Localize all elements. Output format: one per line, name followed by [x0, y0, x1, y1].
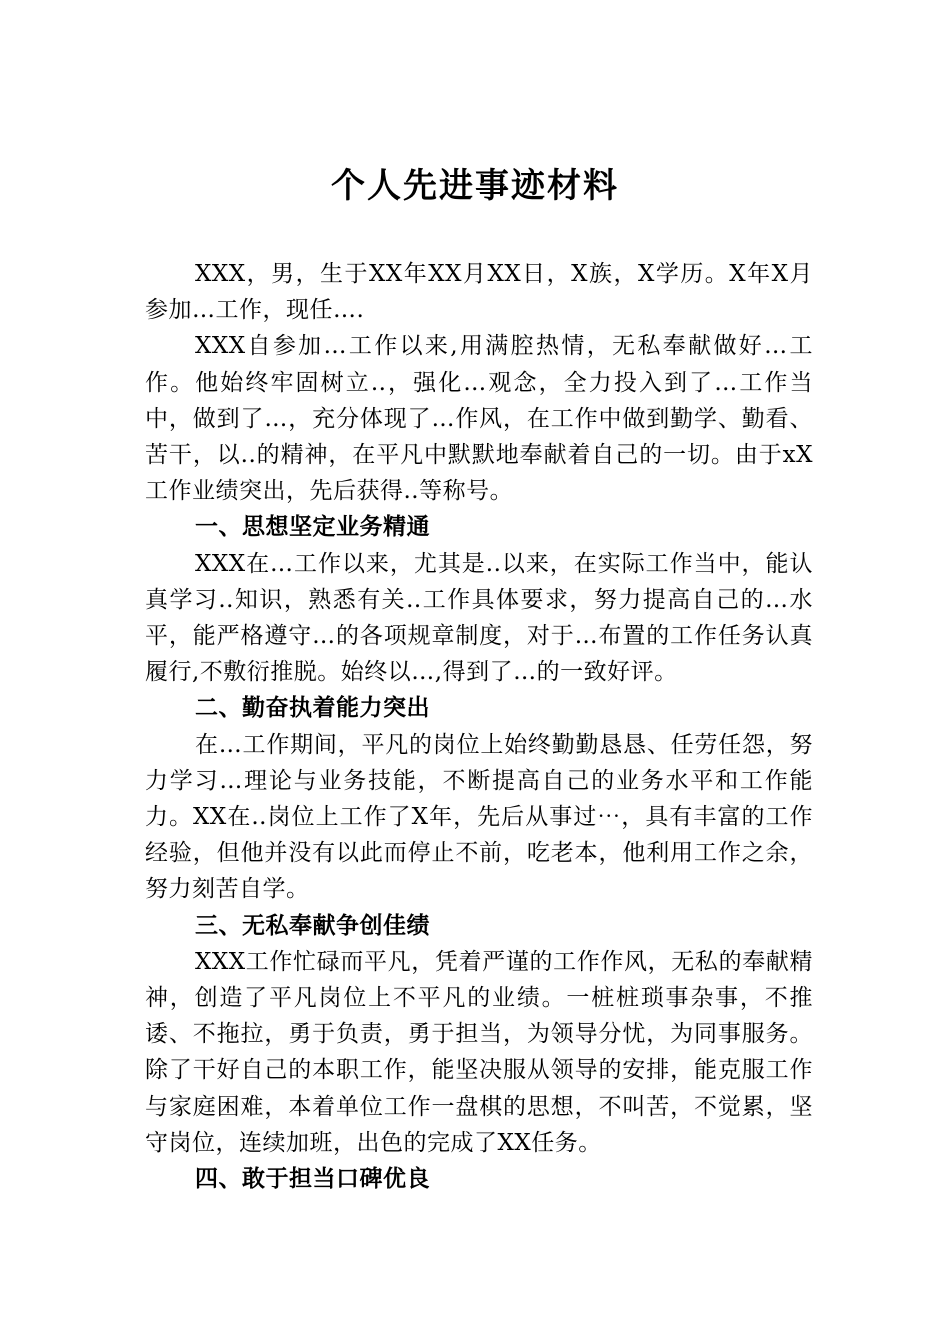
section-paragraph-1: XXX在…工作以来，尤其是..以来，在实际工作当中，能认真学习..知识，熟悉有关..工作具体要求，努力提高自己的…水平，能严格遵守…的各项规章制度，对于…布置的工作任务认真履行,不敷衍推脱。始终以…,得到了…的一致好评。	[145, 550, 813, 686]
section-heading-1: 一、思想坚定业务精通	[195, 514, 430, 541]
document-body	[145, 256, 813, 1197]
intro-paragraph-2: XXX自参加…工作以来,用满腔热情，无私奉献做好…工作。他始终牢固树立..，强化…观念，全力投入到了…工作当中，做到了…，充分体现了…作风，在工作中做到勤学、勤看、苦干，以..的精神，在平凡中默默地奉献着自己的一切。由于xX工作业绩突出，先后获得..等称号。	[145, 333, 813, 505]
intro-paragraph-1: XXX，男，生于XX年XX月XX日，X族，X学历。X年X月参加…工作，现任….	[145, 261, 813, 324]
section-heading-4: 四、敢于担当口碑优良	[195, 1166, 430, 1193]
section-heading-3: 三、无私奉献争创佳绩	[195, 912, 430, 939]
section-heading-2: 二、勤奋执着能力突出	[195, 695, 430, 722]
section-paragraph-3: XXX工作忙碌而平凡，凭着严谨的工作作风，无私的奉献精神，创造了平凡岗位上不平凡的业绩。一桩桩琐事杂事，不推诿、不拖拉，勇于负责，勇于担当，为领导分忧，为同事服务。除了干好自己的本职工作，能坚决服从领导的安排，能克服工作与家庭困难，本着单位工作一盘棋的思想，不叫苦，不觉累，坚守岗位，连续加班，出色的完成了XX任务。	[145, 948, 813, 1156]
section-paragraph-2: 在…工作期间，平凡的岗位上始终勤勤恳恳、任劳任怨，努力学习…理论与业务技能，不断提高自己的业务水平和工作能力。XX在..岗位上工作了X年，先后从事过⋯，具有丰富的工作经验，但他并没有以此而停止不前，吃老本，他利用工作之余，努力刻苦自学。	[145, 731, 813, 903]
document-title: 个人先进事迹材料	[331, 166, 619, 206]
